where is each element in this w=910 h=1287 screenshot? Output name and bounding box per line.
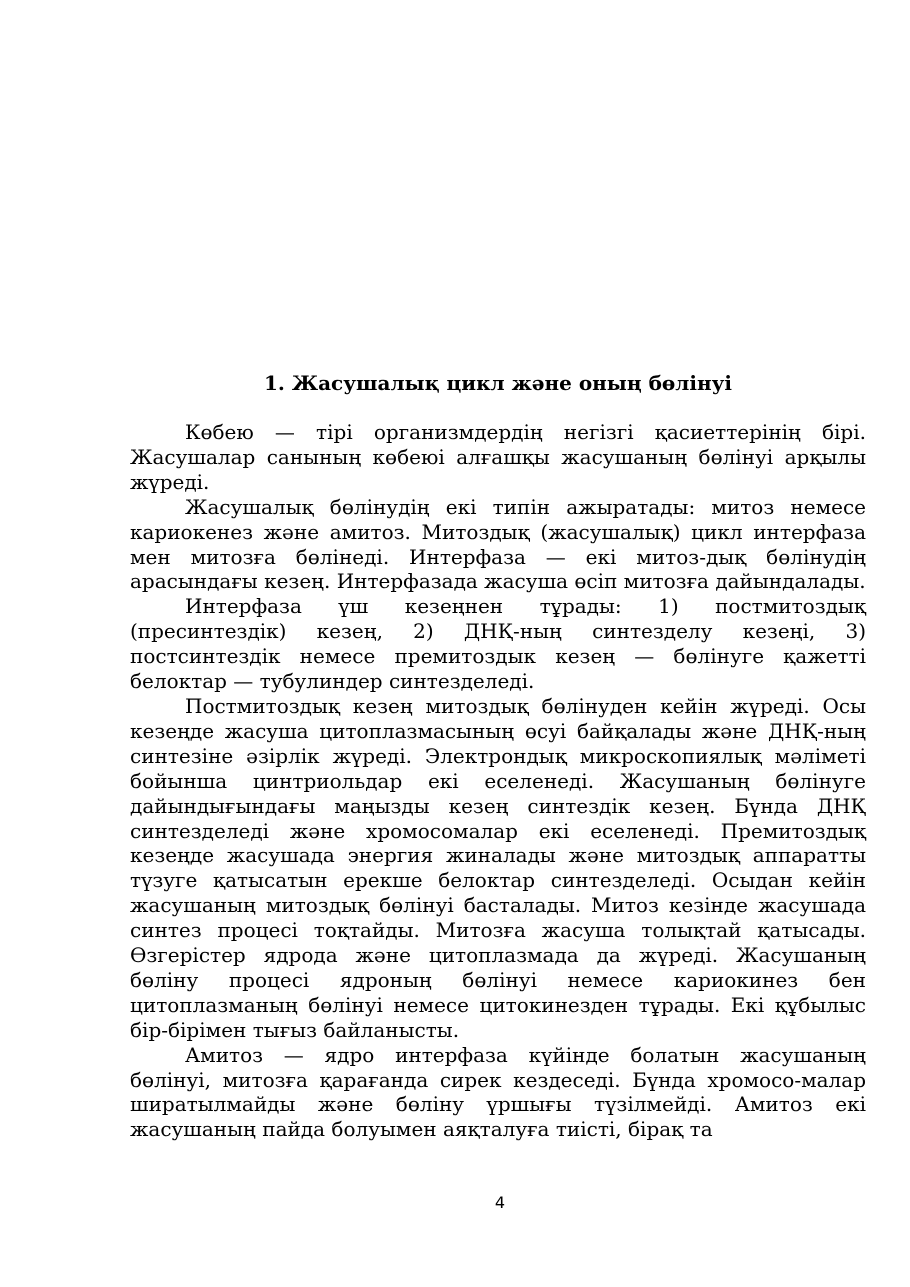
paragraph-division-types: Жасушалық бөлінудің екі типін ажыратады: митоз немесе кариокенез және амитоз. Митоздық (жасушалық) цикл интерфаза мен митозға бөлінеді. Интерфаза — екі митоз-дық бөлінудің арасындағы кезең. Интерфазада жасуша өсіп митозға дайындалады. — [130, 494, 866, 594]
paragraph-postmitotic-period: Постмитоздық кезең митоздық бөлінуден кейін жүреді. Осы кезеңде жасуша цитоплазмасының өсуі байқалады және ДНҚ-ның синтезіне әзірлік жүреді. Электрондық микроскопиялық мәліметі бойынша цинтриольдар екі еселенеді. Жасушаның бөлінуге дайындығындағы маңызды кезең синтездік кезең. Бүнда ДНҚ синтезделеді және хромосомалар екі еселенеді. Премитоздық кезеңде жасушада энергия жиналады және митоздық аппаратты түзуге қатысатын ерекше белоктар синтезделеді. Осыдан кейін жасушаның митоздық бөлінуі басталады. Митоз кезінде жасушада синтез процесі тоқтайды. Митозға жасуша толықтай қатысады. Өзгерістер ядрода және цитоплазмада да жүреді. Жасушаның бөліну процесі ядроның бөлінуі немесе кариокинез бен цитоплазманың бөлінуі немесе цитокинезден тұрады. Екі құбылыс бір-бірімен тығыз байланысты. — [130, 693, 866, 1042]
paragraph-amitosis: Амитоз — ядро интерфаза күйінде болатын жасушаның бөлінуі, митозға қарағанда сирек кездеседі. Бүнда хромосо-малар ширатылмайды және бөліну үршығы түзілмейді. Амитоз екі жасушаның пайда болуымен аяқталуға тиісті, бірақ та — [130, 1042, 866, 1142]
paragraph-reproduction: Көбею — тірі организмдердің негізгі қасиеттерінің бірі. Жасушалар санының көбеюі алғашқы жасушаның бөлінуі арқылы жүреді. — [130, 420, 866, 494]
section-heading: 1. Жасушалық цикл және оның бөлінуі — [263, 371, 733, 395]
body-text — [130, 420, 866, 1142]
paragraph-interphase-stages: Интерфаза үш кезеңнен тұрады: 1) постмитоздық (пресинтездік) кезең, 2) ДНҚ-ның синтезделу кезеңі, 3) постсинтездік немесе премитоздык кезең — бөлінуге қажетті белоктар — тубулиндер синтезделеді. — [130, 594, 866, 694]
page-number: 4 — [494, 1193, 506, 1212]
